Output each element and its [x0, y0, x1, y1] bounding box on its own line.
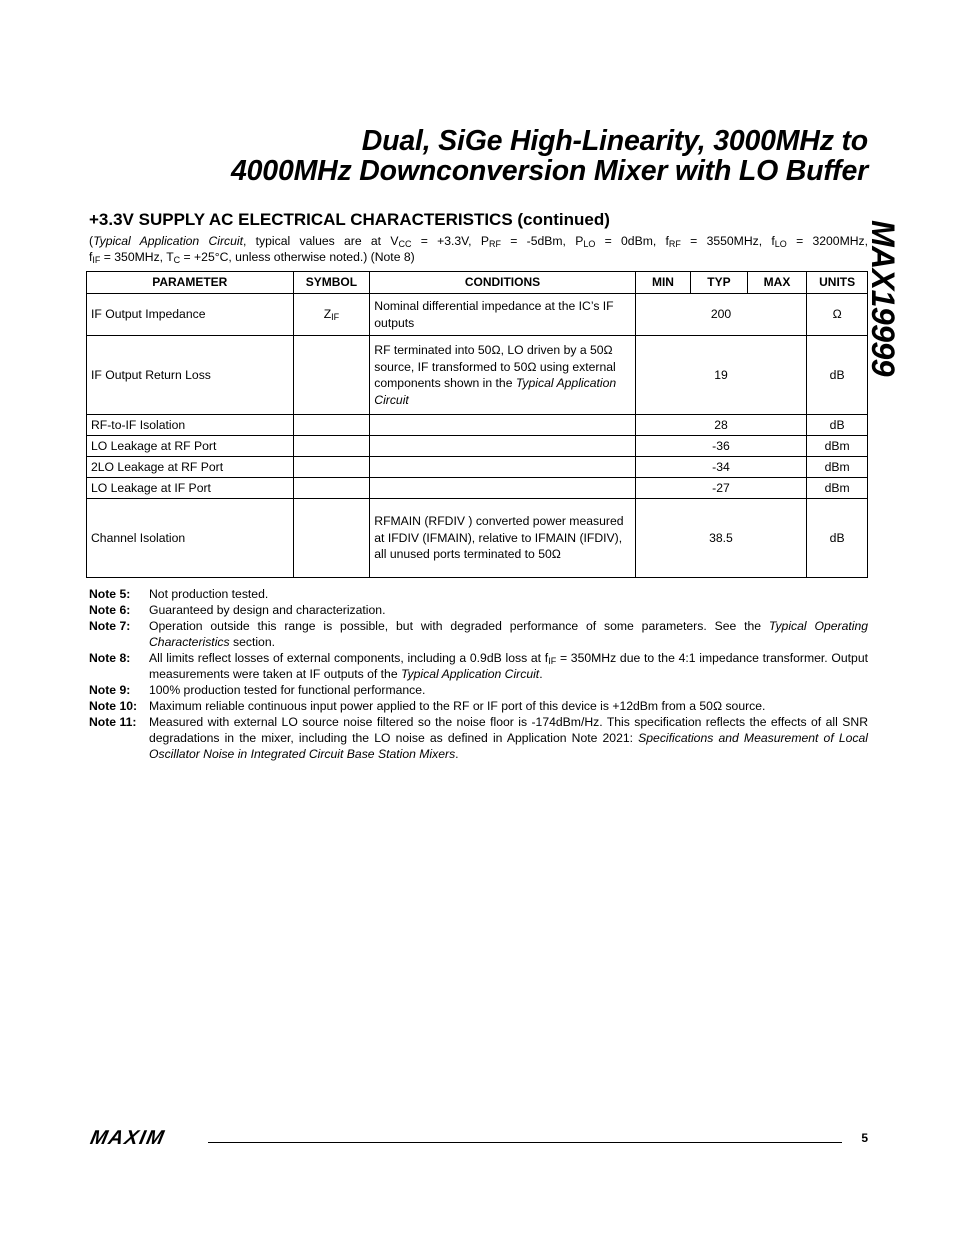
note-label: Note 7: [89, 619, 131, 633]
header-units: UNITS [807, 272, 868, 294]
note-text: Guaranteed by design and characterization. [149, 603, 386, 617]
cell-parameter: RF-to-IF Isolation [87, 415, 294, 436]
cell-parameter: IF Output Impedance [87, 294, 294, 336]
cell-conditions: RFMAIN (RFDIV ) converted power measured at IFDIV (IFMAIN), relative to IFMAIN (IFDIV), all unused ports terminated to 50Ω [370, 499, 635, 578]
cell-typ: -27 [635, 478, 807, 499]
cell-symbol [293, 336, 370, 415]
cell-units: dB [807, 499, 868, 578]
cell-typ: 28 [635, 415, 807, 436]
note-label: Note 9: [89, 683, 131, 697]
header-min: MIN [635, 272, 691, 294]
note-label: Note 5: [89, 587, 131, 601]
note-text: Measured with external LO source noise filtered so the noise floor is -174dBm/Hz. This specification reflects the effects of all SNR degradations in the mixer, including the LO noise as defined in Application Note 2021: Specifications and Measurement of Local Oscillator Noise in Integrated Circuit Base Station Mixers. [149, 715, 868, 761]
note-item [89, 650, 868, 682]
table-row [87, 436, 868, 457]
section-title: +3.3V SUPPLY AC ELECTRICAL CHARACTERISTICS (continued) [89, 210, 610, 229]
cell-units: dB [807, 336, 868, 415]
note-text: Maximum reliable continuous input power applied to the RF or IF port of this device is +12dBm from a 50Ω source. [149, 699, 766, 713]
table-row [87, 478, 868, 499]
header-max: MAX [747, 272, 807, 294]
title-line-1: Dual, SiGe High-Linearity, 3000MHz to [361, 125, 868, 157]
footer-rule [208, 1142, 842, 1143]
table-row [87, 336, 868, 415]
table-row [87, 457, 868, 478]
cell-parameter: 2LO Leakage at RF Port [87, 457, 294, 478]
cell-conditions [370, 415, 635, 436]
cell-symbol [293, 415, 370, 436]
side-part-number-text: MAX19999 [865, 220, 901, 377]
cell-conditions: RF terminated into 50Ω, LO driven by a 50Ω source, IF transformed to 50Ω using external components shown in the Typical Application Circuit [370, 336, 635, 415]
cell-symbol [293, 436, 370, 457]
header-conditions: CONDITIONS [370, 272, 635, 294]
note-text: All limits reflect losses of external components, including a 0.9dB loss at $f_{IF} = 350MHz$ due to the 4:1 impedance transformer. Output measurements were taken at IF outputs of the Typical Application Circuit. [149, 651, 868, 681]
document-title [48, 126, 868, 186]
note-label: Note 8: [89, 651, 131, 665]
spec-table [86, 271, 868, 578]
note-text: Operation outside this range is possible, but with degraded performance of some parameters. See the Typical Operating Characteristics section. [149, 619, 869, 649]
cell-typ: 200 [635, 294, 807, 336]
maxim-logo [89, 1127, 201, 1152]
table-row [87, 294, 868, 336]
cell-conditions [370, 478, 635, 499]
cell-typ: 38.5 [635, 499, 807, 578]
page-number: 5 [861, 1131, 868, 1145]
note-item [89, 618, 868, 650]
cell-conditions [370, 436, 635, 457]
cell-parameter: LO Leakage at IF Port [87, 478, 294, 499]
cell-units: Ω [807, 294, 868, 336]
cell-symbol [293, 478, 370, 499]
cell-units: dBm [807, 457, 868, 478]
cell-conditions [370, 457, 635, 478]
cell-parameter: LO Leakage at RF Port [87, 436, 294, 457]
note-label: Note 11: [89, 715, 137, 729]
maxim-logo-text: MAXIM [89, 1127, 168, 1147]
cell-units: dB [807, 415, 868, 436]
cell-symbol [293, 499, 370, 578]
cell-symbol: $Z_{IF}$ [293, 294, 370, 336]
header-symbol: SYMBOL [293, 272, 370, 294]
cell-conditions: Nominal differential impedance at the IC’s IF outputs [370, 294, 635, 336]
cell-symbol [293, 457, 370, 478]
header-typ: TYP [691, 272, 748, 294]
cell-units: dBm [807, 436, 868, 457]
note-item [89, 586, 868, 602]
note-item [89, 682, 868, 698]
table-row [87, 415, 868, 436]
cell-typ: -34 [635, 457, 807, 478]
note-text: 100% production tested for functional performance. [149, 683, 426, 697]
cell-parameter: IF Output Return Loss [87, 336, 294, 415]
table-header-row [87, 272, 868, 294]
table-row [87, 499, 868, 578]
cell-parameter: Channel Isolation [87, 499, 294, 578]
note-label: Note 10: [89, 699, 138, 713]
test-conditions: (Typical Application Circuit, typical values are at $V_{CC} = +3.3V$, $P_{RF} = -5dBm$, $P_{LO} = 0dBm$, $f_{RF} = 3550MHz$, $f_{LO} = 3200MHz$, $f_{IF} = 350MHz$, $T_C = +25^\circ C$, unless otherwise noted.) (Note 8) [89, 234, 869, 265]
notes-list [89, 586, 868, 762]
note-item [89, 698, 868, 714]
header-parameter: PARAMETER [87, 272, 294, 294]
note-item [89, 602, 868, 618]
cell-typ: -36 [635, 436, 807, 457]
cell-typ: 19 [635, 336, 807, 415]
note-item [89, 714, 868, 762]
title-line-2: 4000MHz Downconversion Mixer with LO Buffer [231, 155, 868, 187]
note-text: Not production tested. [149, 587, 269, 601]
note-label: Note 6: [89, 603, 131, 617]
cell-units: dBm [807, 478, 868, 499]
